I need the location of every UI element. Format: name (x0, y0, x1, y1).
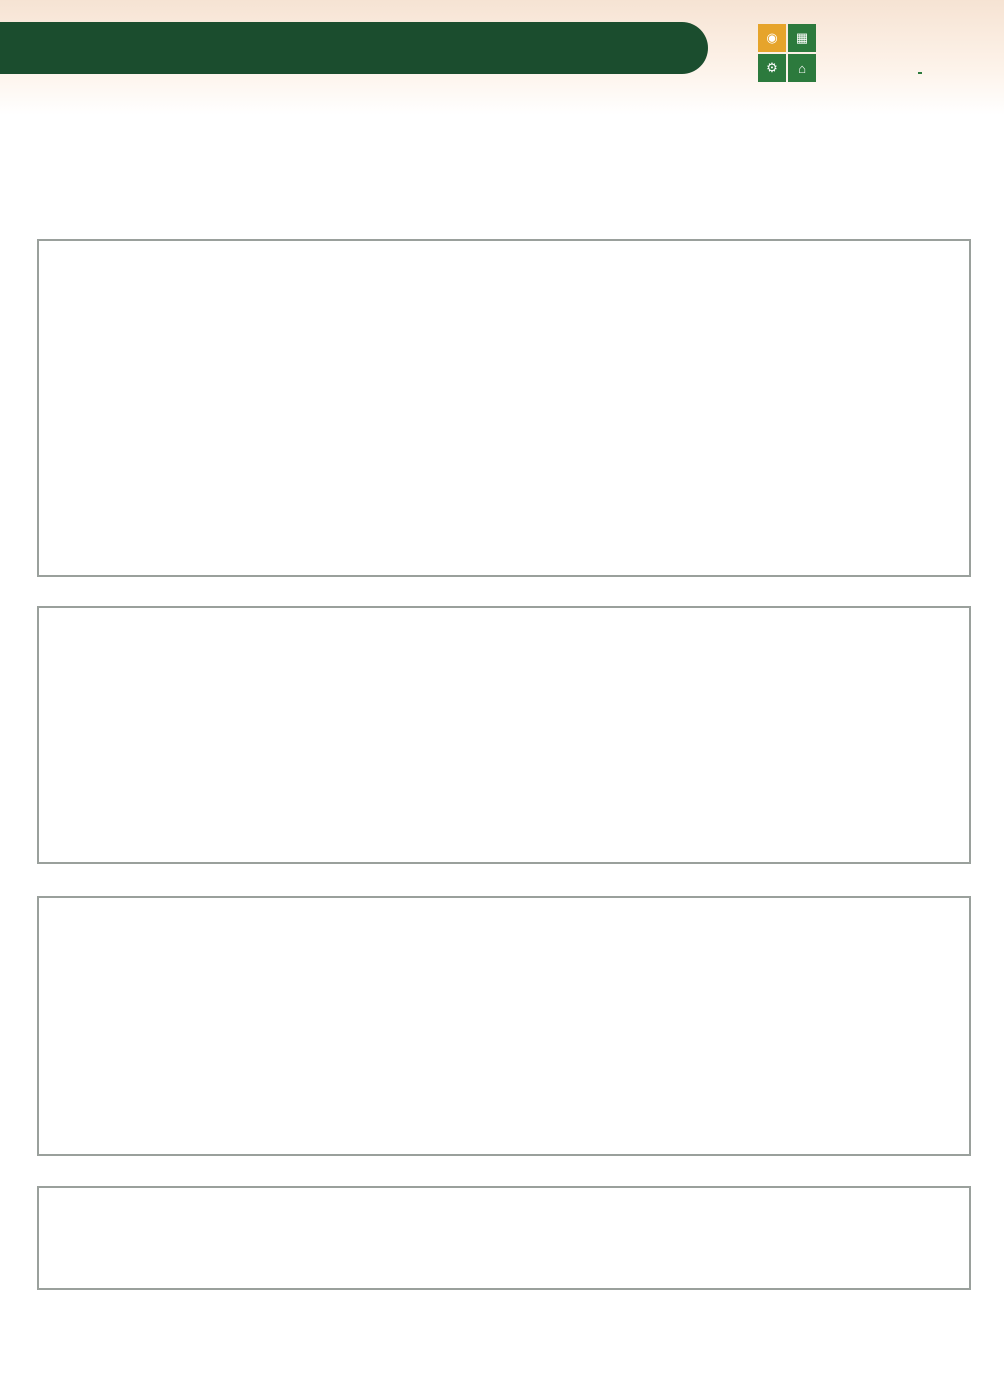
estruturas-section (37, 239, 971, 577)
moveis-section (37, 606, 971, 864)
sitio-section (37, 1186, 971, 1290)
municipal-logo (758, 24, 960, 86)
header-banner (0, 22, 708, 74)
section-title (39, 1188, 969, 1205)
logo-icons (758, 24, 816, 82)
house-icon: ⌂ (788, 54, 816, 82)
factory-icon: ▦ (788, 24, 816, 52)
section-title (39, 241, 969, 258)
logo-state (918, 72, 922, 74)
imateriais-section (37, 896, 971, 1156)
section-title (39, 898, 969, 915)
section-title (39, 608, 969, 625)
cow-icon: ◉ (758, 24, 786, 52)
tractor-icon: ⚙ (758, 54, 786, 82)
